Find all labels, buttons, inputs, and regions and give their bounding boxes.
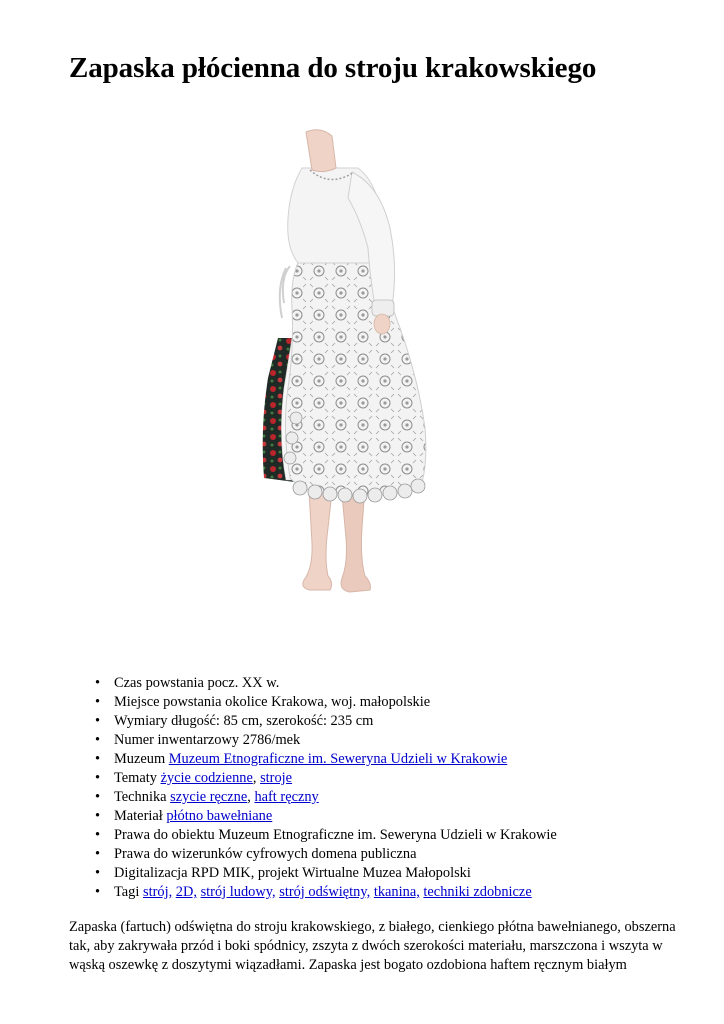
- list-item: [93, 826, 557, 845]
- object-metadata-list: [93, 674, 557, 902]
- list-item: [93, 674, 557, 693]
- meta-value: RPD MIK, projekt Wirtualne Muzea Małopolski: [191, 865, 471, 881]
- meta-label: Prawa do obiektu: [114, 827, 215, 843]
- list-item: [93, 845, 557, 864]
- list-item: [93, 750, 557, 769]
- list-item: • Tematy życie codzienne, stroje: [93, 769, 557, 788]
- tag-link[interactable]: strój odświętny,: [279, 884, 371, 900]
- technique-link-hand-sewing[interactable]: szycie ręczne: [170, 789, 248, 805]
- meta-value: okolice Krakowa, woj. małopolskie: [225, 694, 431, 710]
- list-item: [93, 864, 557, 883]
- costume-illustration: [220, 128, 490, 598]
- meta-label: Materiał: [114, 808, 163, 824]
- list-item: [93, 807, 557, 826]
- tag-link[interactable]: strój ludowy,: [200, 884, 276, 900]
- description-paragraph: Zapaska (fartuch) odświętna do stroju krakowskiego, z białego, cienkiego płótna bawełnianego, obszerna tak, aby zakrywała przód i boki spódnicy, zszyta z dwóch szerokości materiału, marszczona i wszyta w wąską oszewkę z doszytymi wiązadłami. Zapaska jest bogato ozdobiona haftem ręcznym białym: [69, 919, 676, 973]
- meta-value: 2786/mek: [242, 732, 301, 748]
- costume-photo: [220, 128, 490, 598]
- topic-link-costumes[interactable]: stroje: [260, 770, 293, 786]
- meta-label: Miejsce powstania: [114, 694, 222, 710]
- museum-link[interactable]: Muzeum Etnograficzne im. Seweryna Udzieli w Krakowie: [168, 751, 508, 767]
- page-title: Zapaska płócienna do stroju krakowskiego: [69, 52, 597, 84]
- list-item: [93, 731, 557, 750]
- list-item: [93, 693, 557, 712]
- mannequin-neck: [306, 130, 336, 172]
- list-item: [93, 712, 557, 731]
- tag-link[interactable]: techniki zdobnicze: [423, 884, 532, 900]
- meta-label: Muzeum: [114, 751, 166, 767]
- technique-link-hand-embroidery[interactable]: haft ręczny: [254, 789, 319, 805]
- list-item: • Technika szycie ręczne, haft ręczny: [93, 788, 557, 807]
- meta-value: pocz. XX w.: [207, 675, 280, 691]
- material-link[interactable]: płótno bawełniane: [166, 808, 273, 824]
- meta-label: Czas powstania: [114, 675, 204, 691]
- meta-label: Technika: [114, 789, 167, 805]
- meta-value: Muzeum Etnograficzne im. Seweryna Udzieli w Krakowie: [218, 827, 557, 843]
- meta-value: domena publiczna: [311, 846, 417, 862]
- meta-label: Numer inwentarzowy: [114, 732, 240, 748]
- meta-label: Prawa do wizerunków cyfrowych: [114, 846, 308, 862]
- meta-label: Digitalizacja: [114, 865, 188, 881]
- tag-link[interactable]: tkanina,: [373, 884, 420, 900]
- embroidered-apron: [285, 258, 425, 495]
- meta-value: długość: 85 cm, szerokość: 235 cm: [171, 713, 374, 729]
- meta-label: Tematy: [114, 770, 157, 786]
- meta-label: Tagi: [114, 884, 140, 900]
- meta-label: Wymiary: [114, 713, 168, 729]
- tag-link[interactable]: strój,: [142, 884, 173, 900]
- tag-link[interactable]: 2D,: [175, 884, 197, 900]
- list-item: [93, 883, 557, 902]
- topic-link-daily-life[interactable]: życie codzienne: [160, 770, 253, 786]
